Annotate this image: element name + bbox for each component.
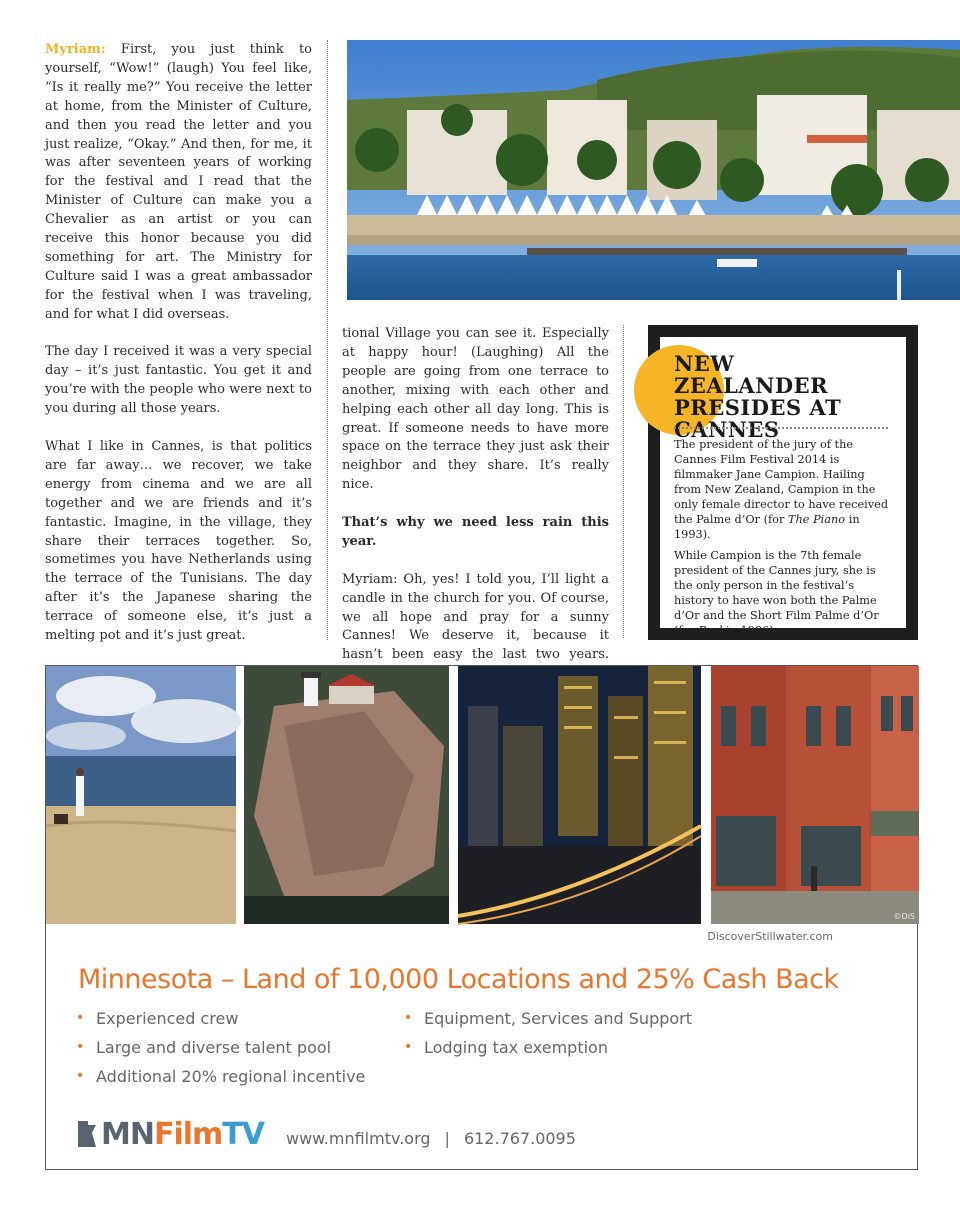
photo-credit-line: DiscoverStillwater.com [707,930,833,943]
film-title: Peel [698,624,723,637]
bullet-text: Experienced crew [96,1009,239,1028]
stillwater-street-photo [711,666,919,924]
bullet-item [76,1038,365,1067]
column-divider [623,325,624,638]
logo-mn: MN [101,1116,154,1152]
paragraph: Myriam: Oh, yes! I told you, I’ll light a candle in the church for you. Of course, we all hope and pray for a sunny Cannes! We deserve it, because it hasn’t been easy the last two years. [342,571,609,663]
cannes-harbor-photo [347,40,960,300]
paragraph: What I like in Cannes, is that politics are far away… we recover, we take energy from cinema and we are all together and we are friends and it’s fantastic. Imagine, in the village, they share their terraces together. So, sometimes you have Netherlands using the terrace of the Tunisians. The day after it’s the Japanese sharing the terrace of someone else, it’s just a melting pot and it’s just great. [45,439,312,644]
bullet-icon: • [404,1039,413,1055]
bullet-icon: • [76,1039,85,1055]
sidebar-paragraph [674,548,892,638]
ad-headline: Minnesota – Land of 10,000 Locations and 25% Cash Back [78,964,839,995]
paragraph-text: First, you just think to yourself, “Wow!” (laugh) You feel like, “Is it really me?” You receive the letter at home, from the Minister of Culture, and then you read the letter and you just realize, “Okay.” And then, for me, it was after seventeen years of working for the festival and I read that the Minister of Culture can make you a Chevalier as an artist or you can receive this honor because you did something for art. The Ministry for Culture said I was a great ambassador for the festival when I was traveling, and for what I did overseas. [45,42,312,322]
bullet-item [404,1038,692,1067]
website-link[interactable]: www.mnfilmtv.org [286,1129,431,1148]
bullet-icon: • [404,1010,413,1026]
lighthouse-illustration [244,666,449,924]
bullet-text: Large and diverse talent pool [96,1038,332,1057]
lighthouse-cliff-photo [244,666,449,924]
sidebar-title: NEW ZEALANDER PRESIDES AT CANNES [674,351,842,442]
beach-illustration [46,666,236,924]
sidebar-body [674,437,892,644]
sidebar-text: in 1993). [674,513,860,541]
sidebar-box [648,325,918,640]
bullet-item [76,1067,365,1096]
minnesota-state-icon [76,1119,98,1149]
logo-tv: TV [222,1116,264,1152]
bullet-item [76,1009,365,1038]
speaker-label: Myriam: [45,42,106,57]
separator: | [444,1129,450,1148]
mnfilmtv-logo[interactable] [76,1114,264,1154]
ad-contact [286,1129,576,1148]
phone-number[interactable]: 612.767.0095 [463,1129,576,1148]
bullet-text: Equipment, Services and Support [424,1009,693,1028]
film-title: The Piano [787,513,846,526]
beach-photo [46,666,236,924]
street-illustration [711,666,919,924]
column-divider [327,40,328,640]
ad-bullets-left [76,1009,365,1096]
sidebar-text: in 1986). [722,624,778,637]
interview-question: That’s why we need less rain this year. [342,515,609,549]
article-column-1 [45,41,312,759]
logo-film: Film [153,1116,223,1152]
sidebar-rule [674,427,888,429]
city-illustration [458,666,701,924]
city-night-photo [458,666,701,924]
paragraph: The day I received it was a very special day – it’s just fantastic. You get it and you’re with the people who were next to you during all those years. [45,344,312,417]
sidebar-content [660,337,906,637]
cannes-harbor-illustration [347,40,960,300]
sidebar-paragraph [674,437,892,542]
ad-bullets-right [404,1009,692,1067]
bullet-icon: • [76,1010,85,1026]
sidebar-text: While Campion is the 7th female president of the Cannes jury, she is the only person in the festival’s history to have won both the Palme d’Or and the Short Film Palme d’Or (for [674,549,879,637]
photo-credit: ©DiS [893,912,915,921]
bullet-text: Lodging tax exemption [424,1038,608,1057]
paragraph: tional Village you can see it. Especially at happy hour! (Laughing) All the people are going from one terrace to another, mixing with each other and helping each other all day long. This is great. If someone needs to have more space on the terrace they just ask their neighbor and they share. It’s really nice. [342,326,609,493]
minnesota-film-ad [45,665,918,1170]
bullet-icon: • [76,1068,85,1084]
bullet-text: Additional 20% regional incentive [96,1067,366,1086]
paragraph [45,41,312,325]
bullet-item [404,1009,692,1038]
sidebar-text: The president of the jury of the Cannes Film Festival 2014 is filmmaker Jane Campion. Hailing from New Zealand, Campion in the only female director to have received the Palme d’Or (for [674,438,889,526]
